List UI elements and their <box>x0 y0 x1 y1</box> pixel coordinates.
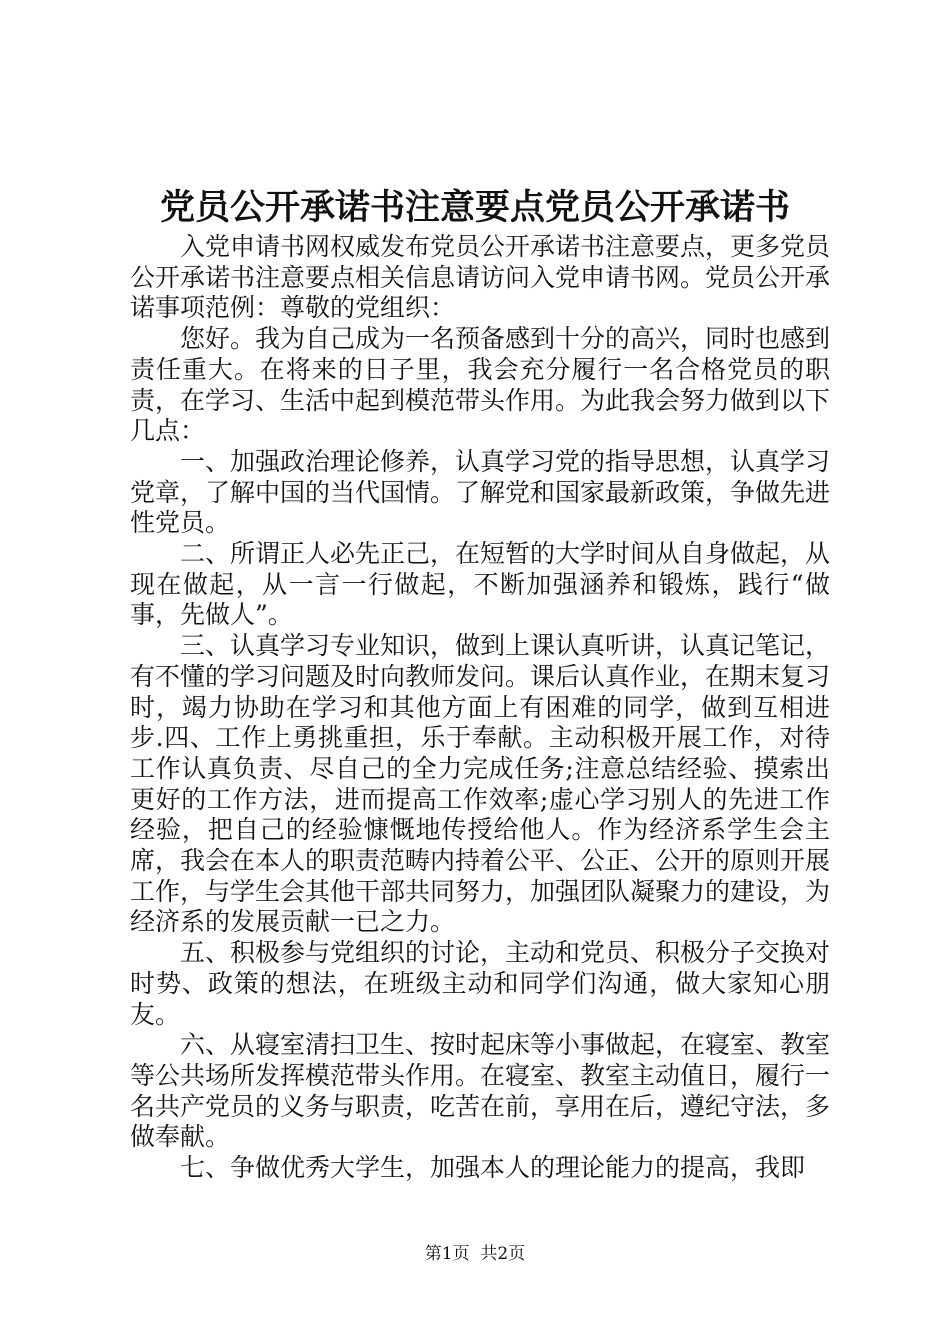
paragraph: 七、争做优秀大学生，加强本人的理论能力的提高，我即 <box>180 1153 806 1183</box>
paragraph: 三、认真学习专业知识，做到上课认真听讲，认真记笔记，有不懂的学习问题及时向教师发问。课后认真作业，在期末复习时，竭力协助在学习和其他方面上有困难的同学，做到互相进步.四、工作上勇挑重担，乐于奉献。主动积极开展工作，对待工作认真负责、尽自己的全力完成任务;注意总结经验、摸索出更好的工作方法，进而提高工作效率;虚心学习别人的先进工作经验，把自己的经验慷慨地传授给他人。作为经济系学生会主席，我会在本人的职责范畴内持着公平、公正、公开的原则开展工作，与学生会其他干部共同努力，加强团队凝聚力的建设，为经济系的发展贡献一已之力。 <box>130 631 831 937</box>
paragraph: 六、从寝室清扫卫生、按时起床等小事做起，在寝室、教室等公共场所发挥模范带头作用。在寝室、教室主动值日，履行一名共产党员的义务与职责，吃苦在前，享用在后，遵纪守法，多做奉献。 <box>130 1030 831 1152</box>
page-number: 第1页 共2页 <box>424 1244 526 1264</box>
paragraph: 您好。我为自己成为一名预备感到十分的高兴，同时也感到责任重大。在将来的日子里，我会充分履行一名合格党员的职责，在学习、生活中起到模范带头作用。为此我会努力做到以下几点： <box>130 324 831 446</box>
paragraph: 一、加强政治理论修养，认真学习党的指导思想，认真学习党章，了解中国的当代国情。了解党和国家最新政策，争做先进性党员。 <box>130 446 831 538</box>
paragraph: 五、积极参与党组织的讨论，主动和党员、积极分子交换对时势、政策的想法，在班级主动和同学们沟通，做大家知心朋友。 <box>130 938 831 1029</box>
paragraph: 二、所谓正人必先正己，在短暂的大学时间从自身做起，从现在做起，从一言一行做起，不断加强涵养和锻炼，践行“做事，先做人”。 <box>130 539 831 630</box>
paragraph: 入党申请书网权威发布党员公开承诺书注意要点，更多党员公开承诺书注意要点相关信息请访问入党申请书网。党员公开承诺事项范例：尊敬的党组织： <box>130 232 831 323</box>
document-body <box>130 232 830 1184</box>
document-title: 党员公开承诺书注意要点党员公开承诺书 <box>159 188 790 228</box>
page-footer <box>0 1243 950 1265</box>
